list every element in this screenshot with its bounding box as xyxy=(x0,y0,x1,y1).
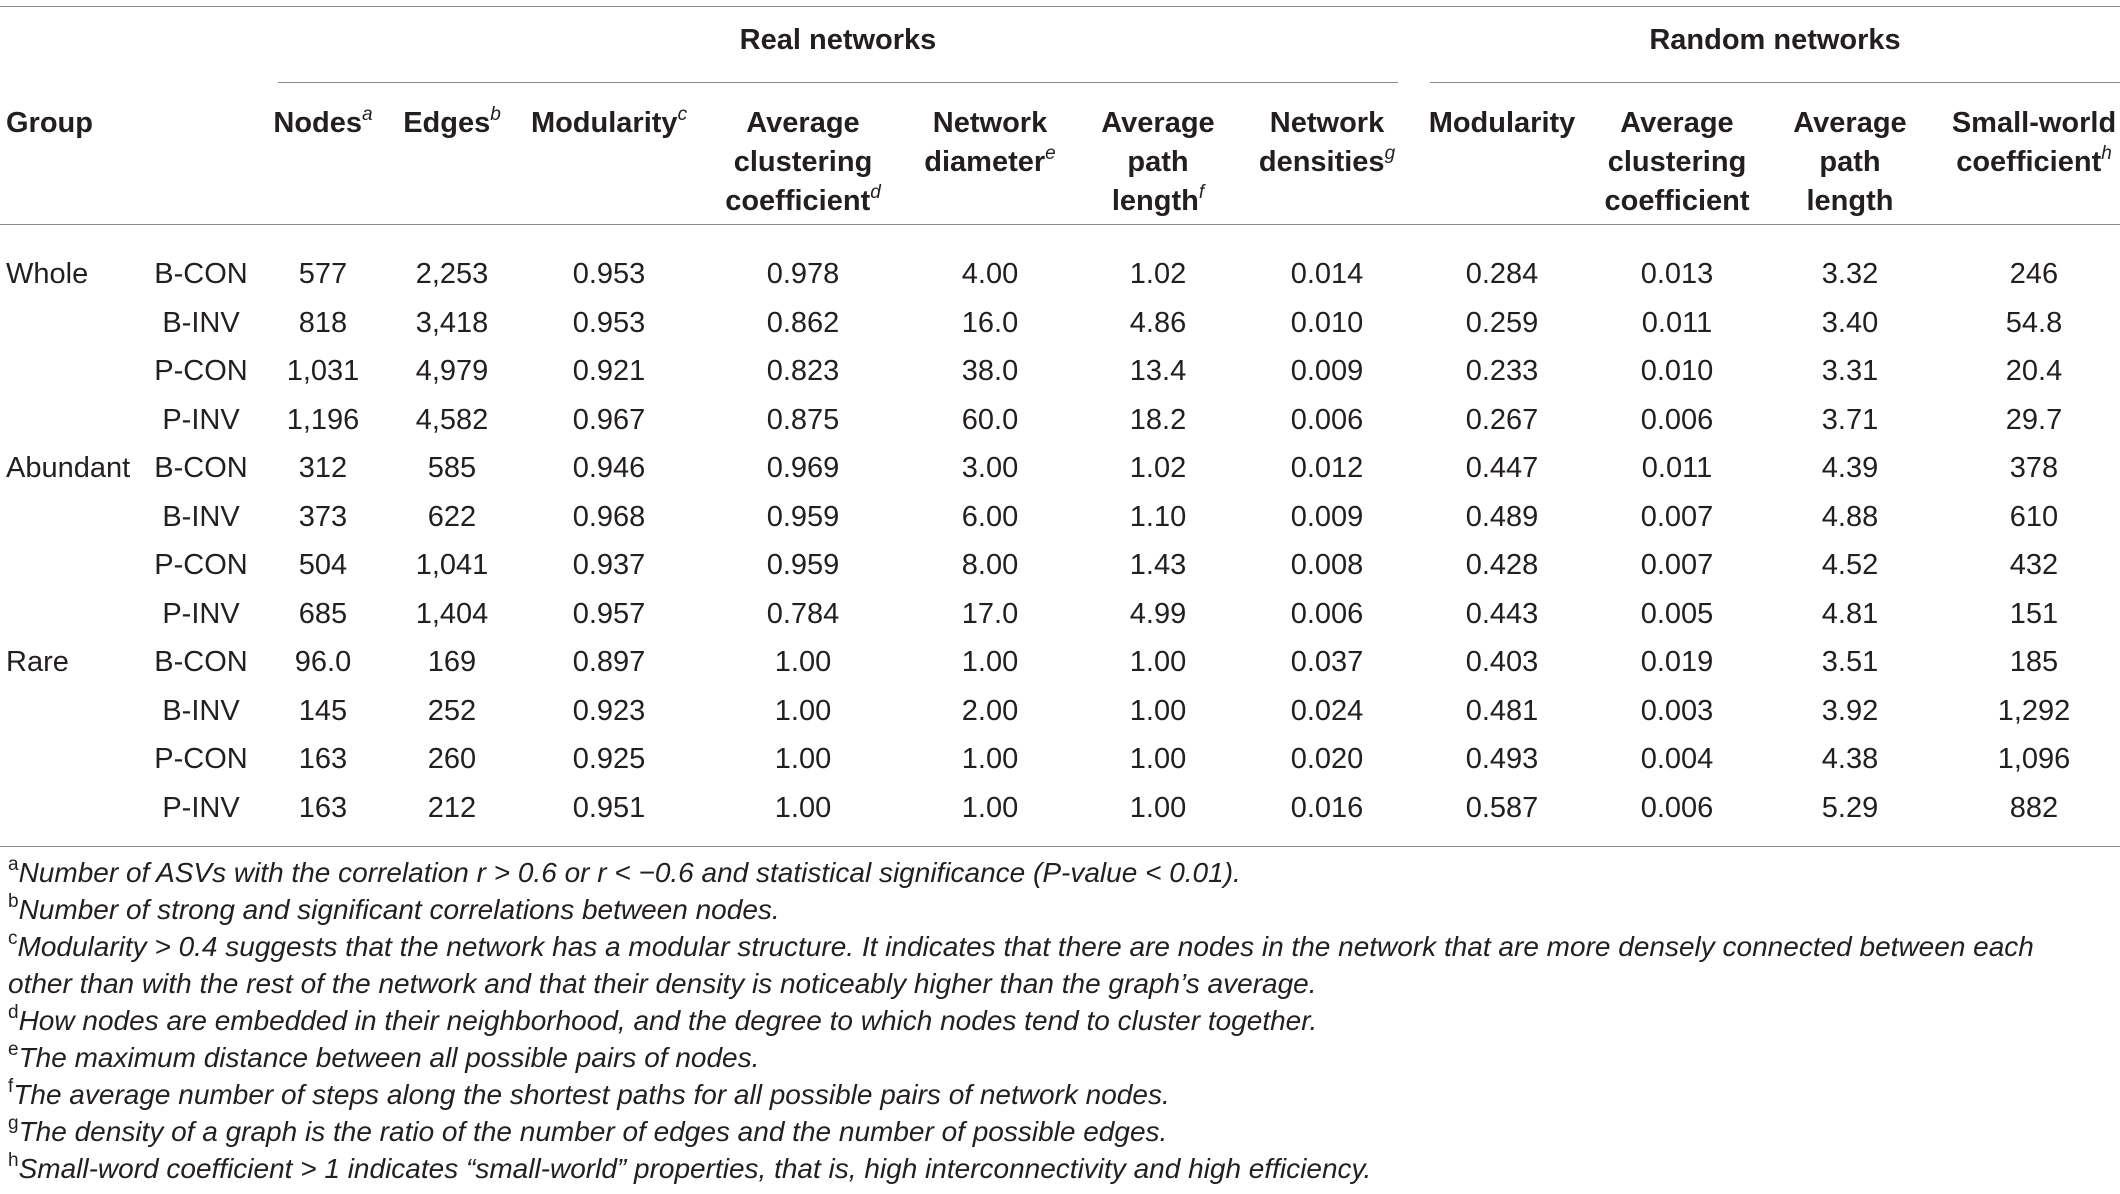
network-diameter-cell: 4.00 xyxy=(961,258,1019,290)
small-world-cell: 20.4 xyxy=(2005,355,2063,387)
modularity-cell: 0.921 xyxy=(572,355,646,387)
random-modularity-cell: 0.403 xyxy=(1465,646,1539,678)
avg-path-length-cell: 1.43 xyxy=(1129,549,1187,581)
nodes-cell: 96.0 xyxy=(294,646,352,678)
random-modularity-cell: 0.587 xyxy=(1465,792,1539,824)
network-densities-cell: 0.009 xyxy=(1290,501,1364,533)
nodes-cell: 1,031 xyxy=(286,355,360,387)
network-densities-cell: 0.008 xyxy=(1290,549,1364,581)
footnote-text: The average number of steps along the shortest paths for all possible pairs of network nodes. xyxy=(13,1079,1170,1110)
footnote-label: e xyxy=(8,1039,19,1060)
footnote-text: Number of ASVs with the correlation r > 0.6 or r < −0.6 and statistical significance (P-value < 0.01). xyxy=(18,857,1241,888)
random-avg-path-cell: 5.29 xyxy=(1821,792,1879,824)
network-densities-cell: 0.014 xyxy=(1290,258,1364,290)
nodes-header: Nodes$^a$ xyxy=(273,104,373,139)
footnote-f xyxy=(8,1076,1170,1117)
random-networks-underline xyxy=(1430,82,2120,83)
avg-clustering-cell: 1.00 xyxy=(774,743,832,775)
small-world-cell: 246 xyxy=(2009,258,2059,290)
modularity-header: Modularity$^c$ xyxy=(530,104,688,139)
treatment-label: P-INV xyxy=(162,598,240,630)
footnote-label: d xyxy=(8,1002,19,1023)
random-modularity-cell: 0.284 xyxy=(1465,258,1539,290)
footnote-text: Small-word coefficient > 1 indicates “small-world” properties, that is, high interconnectivity and high efficiency. xyxy=(18,1153,1372,1184)
random-avg-clustering-cell: 0.011 xyxy=(1641,307,1713,339)
treatment-label: B-INV xyxy=(162,307,240,339)
network-densities-cell: 0.037 xyxy=(1290,646,1364,678)
group-label: Abundant xyxy=(6,452,131,484)
nodes-cell: 504 xyxy=(298,549,348,581)
network-densities-cell: 0.016 xyxy=(1290,792,1364,824)
random-avg-path-cell: 4.52 xyxy=(1821,549,1879,581)
footnote-text: How nodes are embedded in their neighborhood, and the degree to which nodes tend to cluster together. xyxy=(18,1005,1318,1036)
modularity-cell: 0.951 xyxy=(572,792,646,824)
nodes-cell: 163 xyxy=(298,743,348,775)
avg-clustering-cell: 0.862 xyxy=(766,307,840,339)
group-label: Whole xyxy=(6,258,89,290)
random-modularity-header: Modularity xyxy=(1428,107,1576,139)
network-densities-cell: 0.009 xyxy=(1290,355,1364,387)
avg-clustering-cell: 0.969 xyxy=(766,452,840,484)
footnote-c xyxy=(8,928,2034,969)
table-bottom-rule xyxy=(0,846,2120,847)
network-diameter-cell: 60.0 xyxy=(961,404,1019,436)
random-modularity-cell: 0.428 xyxy=(1465,549,1539,581)
small-world-cell: 432 xyxy=(2009,549,2059,581)
random-avg-clustering-cell: 0.007 xyxy=(1640,549,1714,581)
edges-cell: 4,582 xyxy=(415,404,489,436)
avg-clustering-cell: 0.784 xyxy=(766,598,840,630)
footnote-h xyxy=(8,1150,1371,1191)
random-avg-path-cell: 4.81 xyxy=(1821,598,1879,630)
avg-clustering-header: Average clustering coefficient$^d$ xyxy=(725,107,881,217)
random-avg-path-cell: 4.38 xyxy=(1821,743,1879,775)
random-avg-clustering-header: Average clustering coefficient xyxy=(1604,107,1750,217)
nodes-cell: 818 xyxy=(298,307,348,339)
treatment-label: B-INV xyxy=(162,695,240,727)
group-header: Group xyxy=(6,107,93,139)
avg-clustering-cell: 0.823 xyxy=(766,355,840,387)
small-world-cell: 882 xyxy=(2009,792,2059,824)
avg-path-length-cell: 4.86 xyxy=(1129,307,1187,339)
footnote-e xyxy=(8,1039,759,1080)
edges-cell: 260 xyxy=(427,743,477,775)
edges-cell: 1,041 xyxy=(415,549,489,581)
random-modularity-cell: 0.493 xyxy=(1465,743,1539,775)
avg-path-length-cell: 13.4 xyxy=(1129,355,1187,387)
random-modularity-cell: 0.443 xyxy=(1465,598,1539,630)
random-avg-path-cell: 3.92 xyxy=(1821,695,1879,727)
modularity-cell: 0.968 xyxy=(572,501,646,533)
edges-cell: 2,253 xyxy=(415,258,489,290)
nodes-cell: 577 xyxy=(298,258,348,290)
edges-cell: 169 xyxy=(427,646,477,678)
random-networks-title: Random networks xyxy=(1649,24,1901,56)
footnote-d xyxy=(8,1002,1317,1043)
footnote-text: Modularity > 0.4 suggests that the network has a modular structure. It indicates that there are nodes in the network that are more densely connected between each xyxy=(17,931,2034,962)
network-densities-cell: 0.012 xyxy=(1290,452,1364,484)
modularity-cell: 0.953 xyxy=(572,258,646,290)
small-world-cell: 185 xyxy=(2009,646,2059,678)
nodes-cell: 145 xyxy=(298,695,348,727)
random-avg-path-header: Average path length xyxy=(1793,107,1907,217)
avg-path-length-cell: 1.00 xyxy=(1129,646,1187,678)
edges-header: Edges$^b$ xyxy=(403,104,501,139)
footnote-label: g xyxy=(8,1113,19,1134)
random-avg-path-cell: 3.40 xyxy=(1821,307,1879,339)
top-rule xyxy=(0,6,2120,7)
modularity-cell: 0.897 xyxy=(572,646,646,678)
nodes-cell: 312 xyxy=(298,452,348,484)
modularity-cell: 0.957 xyxy=(572,598,646,630)
small-world-cell: 378 xyxy=(2009,452,2059,484)
network-densities-cell: 0.020 xyxy=(1290,743,1364,775)
random-avg-clustering-cell: 0.006 xyxy=(1640,792,1714,824)
random-avg-path-cell: 3.32 xyxy=(1821,258,1879,290)
random-avg-path-cell: 3.31 xyxy=(1821,355,1879,387)
footnote-label: b xyxy=(8,891,19,912)
edges-cell: 1,404 xyxy=(415,598,489,630)
network-diameter-cell: 17.0 xyxy=(961,598,1019,630)
network-diameter-cell: 16.0 xyxy=(961,307,1019,339)
footnote-text: The density of a graph is the ratio of the number of edges and the number of possible edges. xyxy=(18,1116,1168,1147)
treatment-label: P-CON xyxy=(154,549,248,581)
random-avg-clustering-cell: 0.003 xyxy=(1640,695,1714,727)
small-world-cell: 1,292 xyxy=(1997,695,2071,727)
edges-cell: 622 xyxy=(427,501,477,533)
network-densities-cell: 0.006 xyxy=(1290,404,1364,436)
random-avg-clustering-cell: 0.004 xyxy=(1640,743,1714,775)
modularity-cell: 0.925 xyxy=(572,743,646,775)
network-diameter-cell: 38.0 xyxy=(961,355,1019,387)
real-networks-underline xyxy=(278,82,1398,83)
treatment-label: P-CON xyxy=(154,743,248,775)
avg-path-length-cell: 18.2 xyxy=(1129,404,1187,436)
avg-clustering-cell: 0.959 xyxy=(766,549,840,581)
avg-path-length-cell: 1.00 xyxy=(1129,792,1187,824)
network-diameter-cell: 1.00 xyxy=(961,792,1019,824)
footnote-label: a xyxy=(8,854,19,875)
treatment-label: B-INV xyxy=(162,501,240,533)
treatment-label: B-CON xyxy=(154,258,248,290)
treatment-label: P-CON xyxy=(154,355,248,387)
edges-cell: 212 xyxy=(427,792,477,824)
small-world-cell: 1,096 xyxy=(1997,743,2071,775)
network-diameter-cell: 2.00 xyxy=(961,695,1019,727)
edges-cell: 252 xyxy=(427,695,477,727)
random-modularity-cell: 0.447 xyxy=(1465,452,1539,484)
random-modularity-cell: 0.233 xyxy=(1465,355,1539,387)
random-modularity-cell: 0.259 xyxy=(1465,307,1539,339)
small-world-cell: 29.7 xyxy=(2005,404,2063,436)
footnote-g xyxy=(8,1113,1167,1154)
network-diameter-cell: 1.00 xyxy=(961,743,1019,775)
network-densities-cell: 0.006 xyxy=(1290,598,1364,630)
nodes-cell: 163 xyxy=(298,792,348,824)
avg-clustering-cell: 1.00 xyxy=(774,792,832,824)
random-avg-clustering-cell: 0.019 xyxy=(1640,646,1714,678)
real-networks-title: Real networks xyxy=(739,24,937,56)
random-modularity-cell: 0.489 xyxy=(1465,501,1539,533)
footnote-text: Number of strong and significant correlations between nodes. xyxy=(18,894,780,925)
footnote-label: h xyxy=(8,1150,19,1171)
edges-cell: 585 xyxy=(427,452,477,484)
footnote-b xyxy=(8,891,780,932)
random-modularity-cell: 0.267 xyxy=(1465,404,1539,436)
nodes-cell: 1,196 xyxy=(286,404,360,436)
footnote-a xyxy=(8,854,1241,895)
random-avg-path-cell: 3.71 xyxy=(1821,404,1879,436)
footnote-label: c xyxy=(8,928,18,949)
random-avg-clustering-cell: 0.006 xyxy=(1640,404,1714,436)
modularity-cell: 0.937 xyxy=(572,549,646,581)
random-avg-path-cell: 3.51 xyxy=(1821,646,1879,678)
network-diameter-cell: 3.00 xyxy=(961,452,1019,484)
random-modularity-cell: 0.481 xyxy=(1465,695,1539,727)
network-diameter-header: Network diameter$^e$ xyxy=(924,107,1056,178)
header-bottom-rule xyxy=(0,224,2120,225)
edges-cell: 3,418 xyxy=(415,307,489,339)
edges-cell: 4,979 xyxy=(415,355,489,387)
footnote-c-continued: other than with the rest of the network and that their density is noticeably higher than the graph’s average. xyxy=(8,968,1317,999)
network-diameter-cell: 6.00 xyxy=(961,501,1019,533)
modularity-cell: 0.967 xyxy=(572,404,646,436)
avg-path-length-cell: 4.99 xyxy=(1129,598,1187,630)
modularity-cell: 0.946 xyxy=(572,452,646,484)
treatment-label: B-CON xyxy=(154,646,248,678)
random-avg-clustering-cell: 0.010 xyxy=(1640,355,1714,387)
avg-clustering-cell: 0.978 xyxy=(766,258,840,290)
avg-clustering-cell: 1.00 xyxy=(774,646,832,678)
random-avg-clustering-cell: 0.005 xyxy=(1640,598,1714,630)
avg-path-length-cell: 1.00 xyxy=(1129,695,1187,727)
small-world-cell: 54.8 xyxy=(2005,307,2063,339)
random-avg-clustering-cell: 0.011 xyxy=(1641,452,1713,484)
network-densities-cell: 0.010 xyxy=(1290,307,1364,339)
treatment-label: B-CON xyxy=(154,452,248,484)
avg-clustering-cell: 1.00 xyxy=(774,695,832,727)
avg-path-length-cell: 1.10 xyxy=(1129,501,1187,533)
treatment-label: P-INV xyxy=(162,404,240,436)
footnote-text: The maximum distance between all possible pairs of nodes. xyxy=(18,1042,760,1073)
avg-path-length-cell: 1.02 xyxy=(1129,452,1187,484)
nodes-cell: 373 xyxy=(298,501,348,533)
avg-clustering-cell: 0.875 xyxy=(766,404,840,436)
modularity-cell: 0.953 xyxy=(572,307,646,339)
small-world-cell: 610 xyxy=(2009,501,2059,533)
random-avg-path-cell: 4.39 xyxy=(1821,452,1879,484)
random-avg-path-cell: 4.88 xyxy=(1821,501,1879,533)
small-world-cell: 151 xyxy=(2009,598,2059,630)
treatment-label: P-INV xyxy=(162,792,240,824)
network-densities-cell: 0.024 xyxy=(1290,695,1364,727)
network-diameter-cell: 1.00 xyxy=(961,646,1019,678)
avg-path-length-cell: 1.00 xyxy=(1129,743,1187,775)
avg-path-length-header: Average path length$^f$ xyxy=(1101,107,1215,217)
small-world-header: Small-world coefficient$^h$ xyxy=(1951,107,2117,178)
modularity-cell: 0.923 xyxy=(572,695,646,727)
avg-clustering-cell: 0.959 xyxy=(766,501,840,533)
network-densities-header: Network densities$^g$ xyxy=(1258,107,1396,178)
random-avg-clustering-cell: 0.007 xyxy=(1640,501,1714,533)
avg-path-length-cell: 1.02 xyxy=(1129,258,1187,290)
random-avg-clustering-cell: 0.013 xyxy=(1640,258,1714,290)
nodes-cell: 685 xyxy=(298,598,348,630)
group-label: Rare xyxy=(6,646,69,678)
footnote-label: f xyxy=(8,1076,14,1097)
network-diameter-cell: 8.00 xyxy=(961,549,1019,581)
